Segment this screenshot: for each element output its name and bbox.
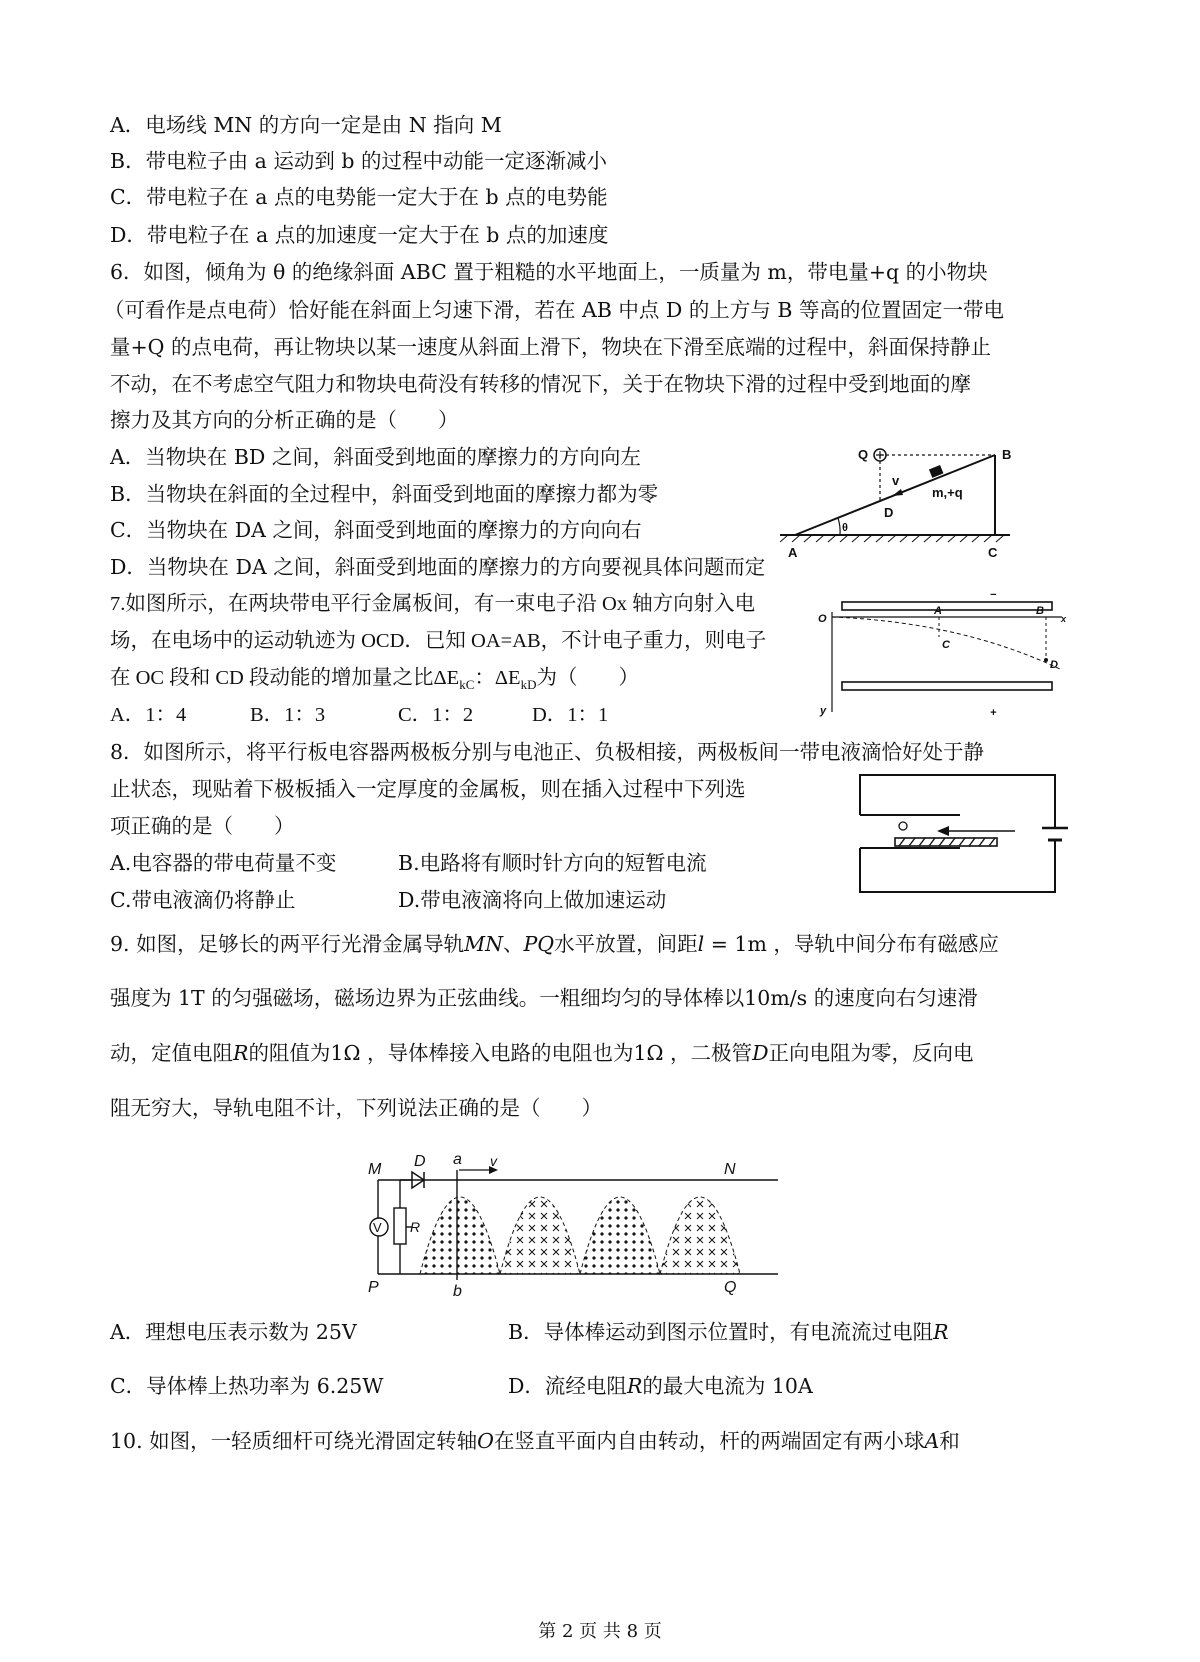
q7-option-a: A．1：4 — [110, 704, 187, 726]
fig-label: x — [1061, 614, 1067, 624]
fig-label: B — [1036, 605, 1044, 617]
fig-label: C — [988, 545, 998, 560]
page-footer: 第 2 页 共 8 页 — [538, 1621, 662, 1642]
q9-stem-line: 9. 如图，足够长的两平行光滑金属导轨MN、PQ水平放置，间距l = 1m ，导轨中间分布有磁感应 — [110, 932, 999, 956]
fig-label: a — [453, 1151, 462, 1168]
q5-option-c: C．带电粒子在 a 点的电势能一定大于在 b 点的电势能 — [110, 185, 608, 209]
fig-label: R — [410, 1219, 421, 1235]
q7-option-b: B．1：3 — [250, 704, 326, 726]
q9-option-b: B．导体棒运动到图示位置时，有电流流过电阻R — [508, 1320, 949, 1344]
fig-label: y — [820, 705, 827, 717]
q9-stem-line: 动，定值电阻R的阻值为1Ω ，导体棒接入电路的电阻也为1Ω ，二极管D正向电阻为零，反向电 — [110, 1041, 974, 1065]
q5-option-b: B．带电粒子由 a 运动到 b 的过程中动能一定逐渐减小 — [110, 149, 607, 173]
fig-label: C — [942, 639, 950, 651]
q9-stem-line: 强度为 1T 的匀强磁场，磁场边界为正弦曲线。一粗细均匀的导体棒以10m/s 的速度向右匀速滑 — [110, 986, 978, 1010]
fig-label: − — [990, 589, 997, 601]
fig-label: N — [724, 1161, 736, 1178]
delta-ekd: ΔE — [494, 667, 521, 689]
q7-stem-line: 在 OC 段和 CD 段动能的增加量之比$\Delta E_{kC}$：$\Delta E_{kD}$为（ ） — [110, 667, 639, 693]
fig-label: A — [934, 605, 942, 617]
q8-capacitor-figure — [855, 770, 1085, 898]
fig-label: Q — [724, 1279, 737, 1296]
q7-plates-figure — [812, 582, 1070, 730]
q8-option-a: A.电容器的带电荷量不变 — [110, 851, 337, 875]
q8-option-b: B.电路将有顺时针方向的短暂电流 — [398, 851, 707, 875]
q9-option-c: C．导体棒上热功率为 6.25W — [110, 1374, 384, 1398]
fig-label: P — [368, 1279, 379, 1296]
q9-rails-figure — [358, 1150, 798, 1298]
fig-label: O — [818, 613, 827, 625]
fig-label: + — [990, 707, 997, 719]
q6-stem-line: 量+Q 的点电荷，再让物块以某一速度从斜面上滑下，物块在下滑至底端的过程中，斜面保持静止 — [110, 335, 991, 359]
q7-stem-line: 7.如图所示，在两块带电平行金属板间，有一束电子沿 Ox 轴方向射入电 — [110, 593, 756, 615]
q6-incline-figure — [780, 445, 1025, 560]
q5-option-a: A．电场线 MN 的方向一定是由 N 指向 M — [110, 113, 502, 137]
fig-label: D — [414, 1153, 426, 1170]
q8-option-c: C.带电液滴仍将静止 — [110, 888, 296, 912]
q6-stem-line: 擦力及其方向的分析正确的是（ ） — [110, 408, 459, 432]
fig-label: θ — [842, 522, 848, 534]
fig-label: A — [788, 545, 798, 560]
q7-option-c: C．1：2 — [398, 704, 474, 726]
q9-stem-line: 阻无穷大，导轨电阻不计，下列说法正确的是（ ） — [110, 1096, 602, 1120]
fig-label: m,+q — [932, 485, 963, 500]
q6-stem-line: （可看作是点电荷）恰好能在斜面上匀速下滑，若在 AB 中点 D 的上方与 B 等高的位置固定一带电 — [104, 298, 1004, 322]
q7-stem-line: 场，在电场中的运动轨迹为 OCD．已知 OA=AB，不计电子重力，则电子 — [110, 630, 767, 652]
q7-option-d: D．1：1 — [532, 704, 609, 726]
q8-stem-line: 8．如图所示，将平行板电容器两极板分别与电池正、负极相接，两极板间一带电液滴恰好处于静 — [110, 740, 985, 764]
fig-label: B — [1002, 447, 1012, 462]
q6-option-d: D．当物块在 DA 之间，斜面受到地面的摩擦力的方向要视具体问题而定 — [110, 555, 766, 579]
q9-option-d: D．流经电阻R的最大电流为 10A — [508, 1374, 813, 1398]
q5-option-d: D．带电粒子在 a 点的加速度一定大于在 b 点的加速度 — [110, 223, 609, 247]
fig-label: V — [373, 1220, 382, 1235]
fig-label: v — [490, 1153, 497, 1169]
q8-stem-line: 止状态，现贴着下极板插入一定厚度的金属板，则在插入过程中下列选 — [110, 777, 746, 801]
q6-stem-line: 不动，在不考虑空气阻力和物块电荷没有转移的情况下，关于在物块下滑的过程中受到地面的摩 — [110, 372, 971, 396]
q6-option-b: B．当物块在斜面的全过程中，斜面受到地面的摩擦力都为零 — [110, 482, 659, 506]
fig-label: v — [892, 473, 900, 488]
delta-ekc: ΔE — [433, 667, 460, 689]
fig-label: M — [368, 1161, 382, 1178]
q6-option-a: A．当物块在 BD 之间，斜面受到地面的摩擦力的方向向左 — [110, 445, 641, 469]
q10-stem-line: 10. 如图，一轻质细杆可绕光滑固定转轴O在竖直平面内自由转动，杆的两端固定有两小球A和 — [110, 1429, 960, 1453]
q6-option-c: C．当物块在 DA 之间，斜面受到地面的摩擦力的方向向右 — [110, 518, 642, 542]
fig-label: b — [453, 1283, 462, 1298]
q8-option-d: D.带电液滴将向上做加速运动 — [398, 888, 667, 912]
fig-label: D — [884, 505, 894, 520]
q6-stem-line: 6．如图，倾角为 θ 的绝缘斜面 ABC 置于粗糙的水平地面上，一质量为 m，带电量+q 的小物块 — [110, 260, 988, 284]
q8-stem-line: 项正确的是（ ） — [110, 814, 295, 838]
q9-option-a: A．理想电压表示数为 25V — [110, 1320, 357, 1344]
fig-label: Q — [858, 447, 869, 462]
fig-label: D — [1050, 659, 1058, 671]
